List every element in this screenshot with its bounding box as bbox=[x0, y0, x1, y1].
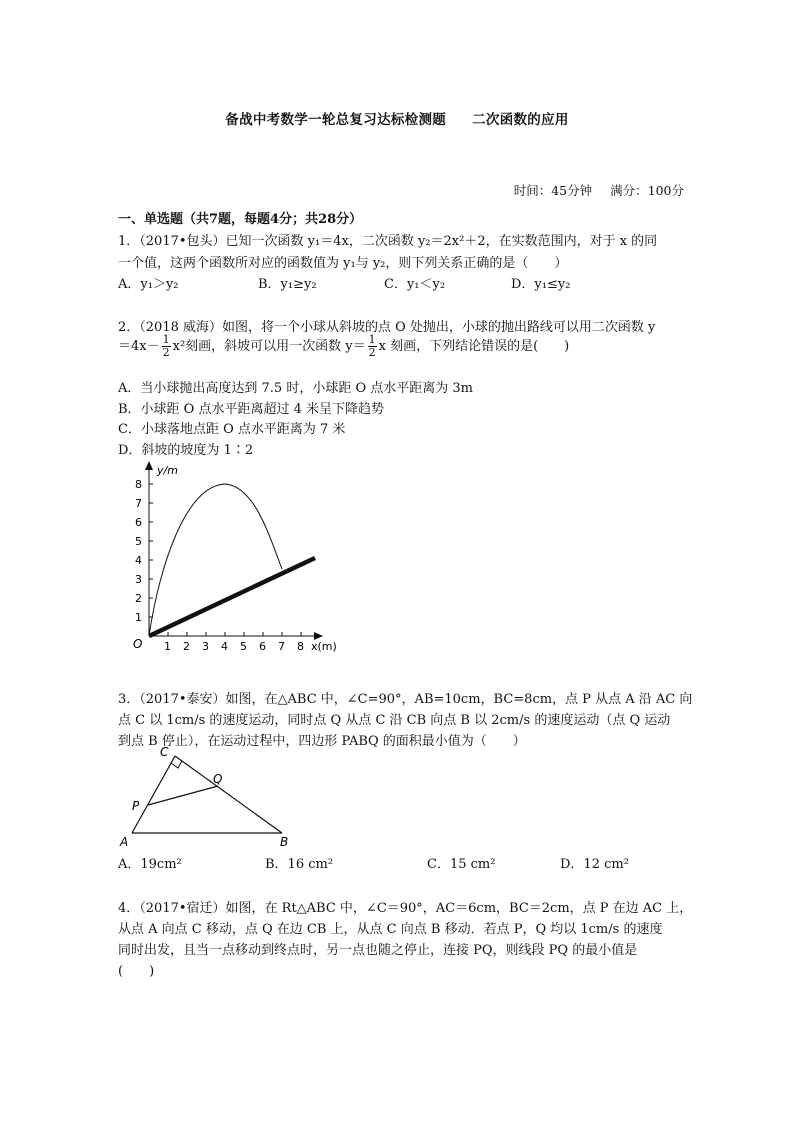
x-axis-arrow bbox=[314, 632, 323, 640]
q3-line2: 点 C 以 1cm/s 的速度运动，同时点 Q 从点 C 沿 CB 向点 B 以 2cm/s 的速度运动（点 Q 运动 bbox=[118, 713, 671, 728]
y-tick-label: 8 bbox=[135, 478, 142, 491]
q2-option-a: A．当小球抛出高度达到 7.5 时，小球距 O 点水平距离为 3m bbox=[118, 381, 473, 396]
x-tick-label: 6 bbox=[259, 640, 266, 653]
q3-option-a: A．19cm² bbox=[118, 857, 182, 872]
y-tick-label: 2 bbox=[135, 592, 142, 605]
q1-option-a: A．y₁＞y₂ bbox=[118, 277, 179, 292]
y-tick-label: 5 bbox=[135, 535, 142, 548]
q3-triangle-figure bbox=[110, 742, 310, 852]
q1-option-b: B．y₁≥y₂ bbox=[258, 277, 317, 292]
y-tick-label: 7 bbox=[135, 497, 142, 510]
x-tick-label: 7 bbox=[278, 640, 285, 653]
y-tick-label: 4 bbox=[135, 554, 142, 567]
exam-meta bbox=[514, 181, 684, 199]
q2-line2-a: ＝4x－ bbox=[118, 339, 160, 354]
q3-option-d: D．12 cm² bbox=[560, 857, 629, 872]
q2-option-d: D．斜坡的坡度为 1∶2 bbox=[118, 443, 254, 458]
y-tick-label: 1 bbox=[135, 611, 142, 624]
q3-option-c: C．15 cm² bbox=[427, 857, 496, 872]
title-sub: 二次函数的应用 bbox=[472, 112, 569, 128]
y-ticks bbox=[149, 484, 153, 617]
q2-line2-c: x 刻画，下列结论错误的是( ) bbox=[378, 339, 570, 354]
q4-line2: 从点 A 向点 C 移动，点 Q 在边 CB 上，从点 C 向点 B 移动．若点 P，Q 均以 1cm/s 的速度 bbox=[118, 922, 663, 937]
q2-graph bbox=[115, 458, 355, 658]
label-P: P bbox=[132, 799, 140, 813]
x-axis-label: x(m) bbox=[311, 640, 337, 653]
x-tick-label: 4 bbox=[221, 640, 228, 653]
q4-line4: ( ) bbox=[118, 964, 155, 979]
ball-trajectory-curve bbox=[149, 484, 282, 636]
full-score: 满分：100分 bbox=[610, 183, 684, 198]
fraction-one-half-2: $\frac{1}{2}$ bbox=[368, 333, 376, 359]
q1-option-d: D．y₁≤y₂ bbox=[511, 277, 571, 292]
y-axis-label: y/m bbox=[157, 464, 178, 477]
origin-label: O bbox=[133, 637, 143, 651]
right-angle-mark bbox=[171, 761, 182, 768]
y-axis-arrow bbox=[145, 461, 153, 470]
q4-line3: 同时出发，且当一点移动到终点时，另一点也随之停止，连接 PQ，则线段 PQ 的最小值是 bbox=[118, 943, 638, 958]
q3-option-b: B．16 cm² bbox=[265, 857, 334, 872]
label-A: A bbox=[120, 835, 129, 849]
x-tick-label: 2 bbox=[183, 640, 190, 653]
page-title bbox=[0, 108, 794, 128]
segment-PQ bbox=[148, 786, 218, 805]
time-limit: 时间：45分钟 bbox=[513, 183, 593, 198]
fraction-one-half: $\frac{1}{2}$ bbox=[162, 333, 170, 359]
q2-line2-b: x²刻画，斜坡可以用一次函数 y＝ bbox=[172, 339, 366, 354]
x-tick-label: 3 bbox=[202, 640, 209, 653]
q3-line3: 到点 B 停止），在运动过程中，四边形 PABQ 的面积最小值为（ ） bbox=[118, 734, 526, 749]
q1-line2: 一个值，这两个函数所对应的函数值为 y₁与 y₂，则下列关系正确的是（ ） bbox=[118, 256, 568, 271]
x-ticks bbox=[168, 632, 301, 636]
label-C: C bbox=[160, 745, 169, 759]
slope-line bbox=[149, 558, 315, 636]
y-tick-label: 3 bbox=[135, 573, 142, 586]
q2-option-c: C．小球落地点距 O 点水平距离为 7 米 bbox=[118, 422, 346, 437]
label-Q: Q bbox=[213, 772, 223, 786]
q2-option-b: B．小球距 O 点水平距离超过 4 米呈下降趋势 bbox=[118, 402, 385, 417]
side-CB bbox=[175, 756, 282, 833]
q1-line1: 1．（2017•包头）已知一次函数 y₁＝4x，二次函数 y₂＝2x²＋2，在实数范围内，对于 x 的同 bbox=[118, 234, 658, 249]
x-tick-label: 5 bbox=[240, 640, 247, 653]
q2-line2 bbox=[118, 334, 569, 359]
q4-line1: 4．（2017•宿迁）如图，在 Rt△ABC 中，∠C＝90°，AC＝6cm，BC＝2cm，点 P 在边 AC 上， bbox=[118, 901, 693, 916]
q1-option-c: C．y₁＜y₂ bbox=[384, 277, 446, 292]
label-B: B bbox=[280, 835, 289, 849]
side-AC bbox=[132, 756, 175, 833]
y-tick-label: 6 bbox=[135, 516, 142, 529]
x-tick-label: 1 bbox=[164, 640, 171, 653]
q2-line1: 2．（2018 威海）如图，将一个小球从斜坡的点 O 处抛出，小球的抛出路线可以用二次函数 y bbox=[118, 320, 656, 335]
q3-line1: 3．（2017•泰安）如图，在△ABC 中，∠C=90°，AB=10cm，BC=8cm，点 P 从点 A 沿 AC 向 bbox=[118, 692, 693, 707]
title-main: 备战中考数学一轮总复习达标检测题 bbox=[225, 112, 447, 128]
x-tick-label: 8 bbox=[297, 640, 304, 653]
section-heading: 一、单选题（共7题，每题4分；共28分） bbox=[118, 212, 363, 227]
